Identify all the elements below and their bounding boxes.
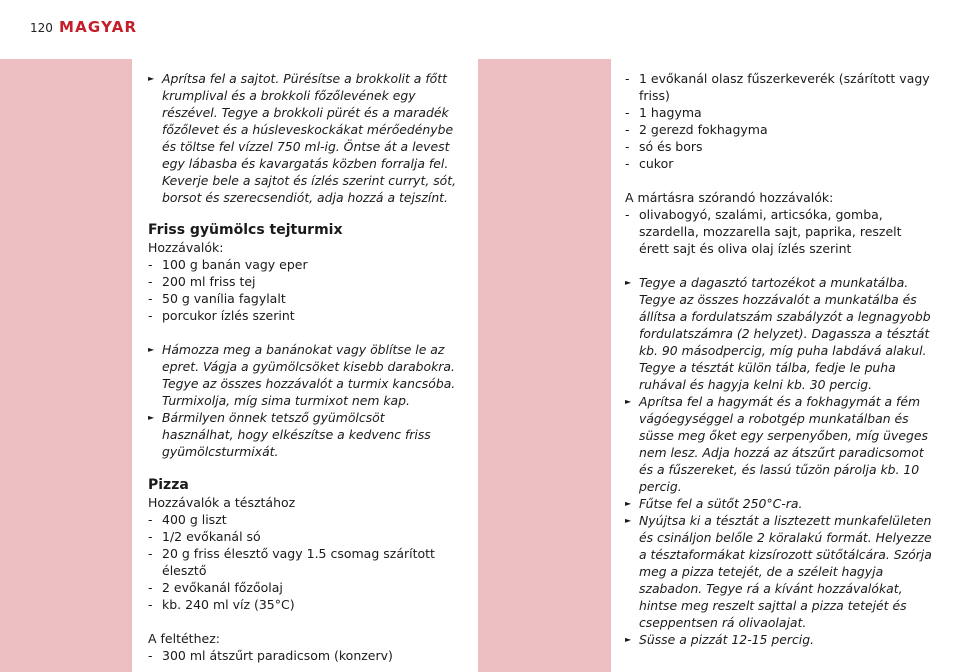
list-item: - 50 g vanília fagylalt [148,291,286,306]
arrow-bullet-icon: ► [625,499,632,508]
step-text: Tegye a dagasztó tartozékot a munkatálba. Tegye az összes hozzávalót a munkatálba és állítsa a fordulatszám szabályzót a legnagyobb fordulatszámra (2 helyzet). Dagassza a tésztát kb. 90 másodpercig, míg puha labdává alakul. Tegye a tésztát külön tálba, fedje le puha ruhával és hagyja kelni kb. 30 percig. [639,275,931,392]
instruction-step [625,274,935,393]
arrow-bullet-icon: ► [625,635,632,644]
instruction-step [148,341,458,409]
step-text: Bármilyen önnek tetsző gyümölcsöt használhat, hogy elkészítse a kedvenc friss gyümölcsturmixát. [162,410,431,459]
instruction-step [148,409,458,460]
instruction-step [625,393,935,495]
arrow-bullet-icon: ► [625,516,632,525]
list-item: - 300 ml átszűrt paradicsom (konzerv) [148,648,393,663]
list-item: - porcukor ízlés szerint [148,308,295,323]
arrow-bullet-icon: ► [148,74,155,83]
list-item: - 1 hagyma [625,105,702,120]
arrow-bullet-icon: ► [625,397,632,406]
page-number: 120 [30,21,53,35]
list-item: - 200 ml friss tej [148,274,256,289]
list-item: - kb. 240 ml víz (35°C) [148,597,295,612]
list-item: - só és bors [625,139,703,154]
list-item: - 2 evőkanál főzőolaj [148,580,283,595]
arrow-bullet-icon: ► [148,413,155,422]
instruction-step [148,70,458,206]
step-text: Fűtse fel a sütőt 250°C-ra. [639,496,803,511]
step-text: Aprítsa fel a hagymát és a fokhagymát a fém vágóegységgel a robotgép munkatálban és süsse meg őket egy serpenyőben, míg üveges nem lesz. Adja hozzá az átszűrt paradicsomot és a fűszereket, és lassú tűzön párolja kb. 10 percig. [639,394,928,494]
ingredients-label: Hozzávalók: [148,240,224,255]
instruction-step [625,631,935,648]
step-text: Hámozza meg a banánokat vagy öblítse le az epret. Vágja a gyümölcsöket kisebb darabokra. Tegye az összes hozzávalót a turmix kancsóba. Turmixolja, míg sima turmixot nem kap. [162,342,456,408]
middle-margin-band [478,59,611,672]
list-item: - 1/2 evőkanál só [148,529,261,544]
list-item: - 20 g friss élesztő vagy 1.5 csomag szárított élesztő [148,546,435,578]
step-text: Aprítsa fel a sajtot. Pürésítse a brokkolit a főtt krumplival és a brokkoli főzőlevének egy részével. Tegye a brokkoli pürét és a maradék főzőlevet és a húsleveskockákat mérőedénybe és töltse fel vízzel 750 ml-ig. Öntse át a levest egy lábasba és kavargatás közben forralja fel. Keverje bele a sajtot és ízlés szerint curryt, sót, borsot és szerecsendiót, adja hozzá a tejszínt. [162,71,457,205]
left-margin-band [0,59,132,672]
list-item: - cukor [625,156,674,171]
language-heading: MAGYAR [59,18,138,36]
list-item: - 2 gerezd fokhagyma [625,122,768,137]
topping-label: A feltéthez: [148,631,220,646]
sprinkle-label: A mártásra szórandó hozzávalók: [625,190,834,205]
step-text: Nyújtsa ki a tésztát a lisztezett munkafelületen és csináljon belőle 2 köralakú formát. Helyezze a tésztaformákat kizsírozott sütőtálcára. Szórja meg a pizza tetejét, de a széleit hagyja szabadon. Tegye rá a kívánt hozzávalókat, hintse meg reszelt sajttal a pizza tetejét és cseppentsen rá olivaolajat. [639,513,932,630]
arrow-bullet-icon: ► [625,278,632,287]
instruction-step [625,495,935,512]
arrow-bullet-icon: ► [148,345,155,354]
list-item: - 400 g liszt [148,512,227,527]
list-item: - 100 g banán vagy eper [148,257,308,272]
dough-ingredients-label: Hozzávalók a tésztához [148,495,296,510]
step-text: Süsse a pizzát 12-15 percig. [639,632,815,647]
recipe-title-pizza: Pizza [148,477,189,493]
left-column [148,70,458,664]
instruction-step [625,512,935,631]
right-column [625,70,935,648]
list-item: - olivabogyó, szalámi, articsóka, gomba, szardella, mozzarella sajt, paprika, reszelt érett sajt és oliva olaj ízlés szerint [625,207,902,256]
list-item: - 1 evőkanál olasz fűszerkeverék (szárított vagy friss) [625,71,930,103]
recipe-title-milkshake: Friss gyümölcs tejturmix [148,222,343,238]
